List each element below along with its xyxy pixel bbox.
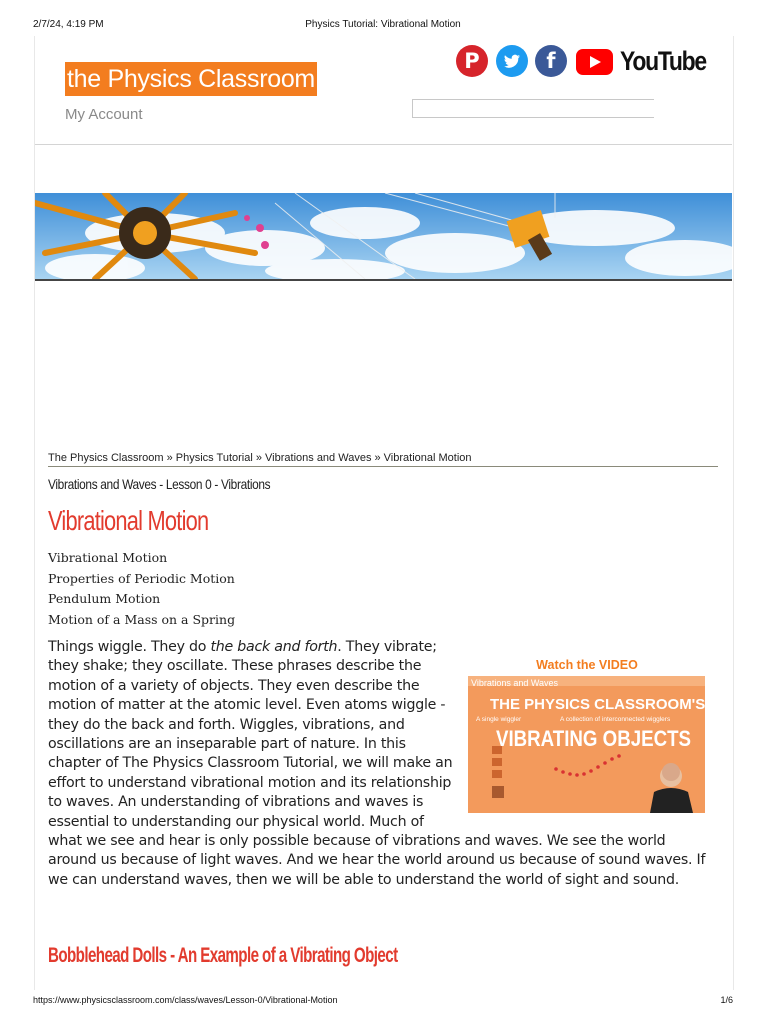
video-headline: THE PHYSICS CLASSROOM'S <box>490 696 705 713</box>
breadcrumb-sep: » <box>371 452 384 464</box>
toc-item <box>48 548 235 569</box>
my-account-link[interactable]: My Account <box>65 106 143 123</box>
section-heading: Bobblehead Dolls - An Example of a Vibrating Object <box>48 944 398 967</box>
video-title: VIBRATING OBJECTS <box>496 726 691 751</box>
print-date: 2/7/24, 4:19 PM <box>33 19 104 30</box>
facebook-icon[interactable]: f <box>535 45 567 77</box>
site-logo[interactable]: the Physics Classroom <box>65 62 317 96</box>
toc-item <box>48 569 235 590</box>
youtube-wordmark[interactable]: YouTube <box>620 46 706 76</box>
video-caption-left: A single wiggler <box>476 716 522 723</box>
search-input[interactable] <box>412 99 654 118</box>
toc-item <box>48 589 235 610</box>
hero-banner <box>35 193 732 281</box>
video-tab-label: Vibrations and Waves <box>471 678 559 688</box>
breadcrumb-sep: » <box>252 452 266 464</box>
breadcrumb-vibrations-waves[interactable]: Vibrations and Waves <box>265 452 372 464</box>
video-caption-right: A collection of interconnected wigglers <box>560 716 671 723</box>
breadcrumb-physics-tutorial[interactable]: Physics Tutorial <box>175 452 253 464</box>
pinterest-icon[interactable]: P <box>456 45 488 77</box>
toc-item <box>48 610 235 631</box>
intro-text-1: Things wiggle. They do <box>48 639 211 655</box>
intro-emphasis: the back and forth <box>210 639 338 655</box>
breadcrumb-home[interactable]: The Physics Classroom <box>48 452 164 464</box>
twitter-icon[interactable] <box>496 45 528 77</box>
toc-link-pendulum[interactable]: Pendulum Motion <box>48 591 161 606</box>
toc-link-vibrational-motion[interactable]: Vibrational Motion <box>48 550 168 565</box>
watch-video-label: Watch the VIDEO <box>536 658 638 672</box>
breadcrumb <box>48 452 472 464</box>
lesson-toc <box>48 548 235 630</box>
toc-link-periodic-motion[interactable]: Properties of Periodic Motion <box>48 570 235 586</box>
lesson-label: Vibrations and Waves - Lesson 0 - Vibrations <box>48 476 271 492</box>
print-title: Physics Tutorial: Vibrational Motion <box>305 19 461 30</box>
intro-text-2: . They vibrate; they shake; they oscillate. These phrases describe the motion of a variety of objects. They even describe the motion of matter at the atomic level. Even atoms wiggle - they do the back and forth. Wiggles, vibrations, and oscillations are an inseparable part of nature. In this chapter of The Physics Classroom Tutorial, we will make an effort to understand vibrational motion and its relationship to waves. An understanding of vibrations and waves is essential to understanding our physical world. Much of what we see and hear is only possible because of vibrations and waves. We see the world around us because of light waves. And we hear the world around us because of sound waves. If we can understand waves, then we will be able to understand the world of sight and sound. <box>48 639 706 888</box>
youtube-icon[interactable] <box>576 49 613 75</box>
video-thumbnail[interactable] <box>468 676 705 813</box>
print-page-number: 1/6 <box>720 995 733 1005</box>
page-title: Vibrational Motion <box>48 505 209 536</box>
breadcrumb-sep: » <box>163 452 176 464</box>
header-divider <box>35 144 732 145</box>
breadcrumb-current[interactable]: Vibrational Motion <box>383 452 472 464</box>
toc-link-mass-spring[interactable]: Motion of a Mass on a Spring <box>48 611 236 627</box>
swing-ride-illustration <box>35 193 732 279</box>
breadcrumb-divider <box>48 466 718 467</box>
print-url: https://www.physicsclassroom.com/class/waves/Lesson-0/Vibrational-Motion <box>33 995 338 1005</box>
